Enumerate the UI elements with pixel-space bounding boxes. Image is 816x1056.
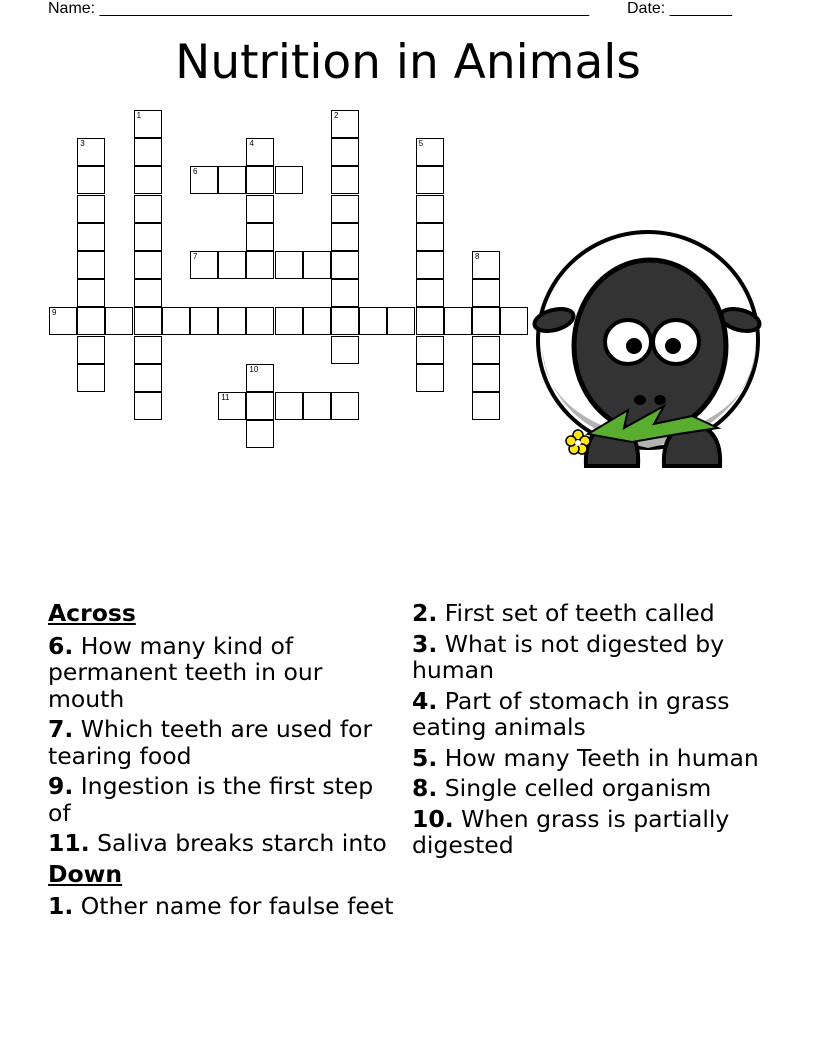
clue-down-4: 4. Part of stomach in grass eating animals: [412, 686, 730, 741]
clue-down-1: 1. Other name for faulse feet: [48, 892, 394, 920]
clue-number: 7: [193, 252, 198, 261]
crossword-cell[interactable]: [359, 307, 387, 335]
crossword-cell[interactable]: [387, 307, 415, 335]
clue-number: 1: [136, 111, 142, 120]
crossword-cell[interactable]: [331, 110, 359, 138]
crossword-cell[interactable]: [246, 364, 274, 392]
crossword-cell[interactable]: [77, 251, 105, 279]
crossword-cell[interactable]: [331, 307, 359, 335]
crossword-cell[interactable]: [416, 138, 444, 166]
crossword-cell[interactable]: [49, 307, 77, 335]
clue-across-6: 6. How many kind of permanent teeth in our mouth: [48, 631, 323, 713]
crossword-cell[interactable]: [472, 251, 500, 279]
crossword-cell[interactable]: [331, 336, 359, 364]
crossword-cell[interactable]: [331, 392, 359, 420]
clue-number: 11: [221, 393, 230, 402]
crossword-cell[interactable]: [190, 166, 218, 194]
crossword-cell[interactable]: [416, 307, 444, 335]
crossword-cell[interactable]: [331, 195, 359, 223]
crossword-cell[interactable]: [246, 166, 274, 194]
crossword-cell[interactable]: [416, 279, 444, 307]
crossword-cell[interactable]: [416, 364, 444, 392]
clue-down-10: 10. When grass is partially digested: [412, 804, 730, 859]
crossword-cell[interactable]: [134, 223, 162, 251]
crossword-cell[interactable]: [218, 251, 246, 279]
crossword-cell[interactable]: [303, 251, 331, 279]
crossword-cell[interactable]: [246, 307, 274, 335]
clue-across-9: 9. Ingestion is the first step of: [48, 772, 374, 827]
clue-number: 8: [475, 252, 480, 261]
crossword-cell[interactable]: [472, 279, 500, 307]
crossword-cell[interactable]: [246, 195, 274, 223]
crossword-cell[interactable]: [331, 138, 359, 166]
crossword-cell[interactable]: [134, 166, 162, 194]
crossword-cell[interactable]: [416, 336, 444, 364]
crossword-cell[interactable]: [331, 251, 359, 279]
clue-number: 5: [418, 139, 424, 149]
clue-across-7: 7. Which teeth are used for tearing food: [48, 715, 373, 770]
crossword-cell[interactable]: [134, 195, 162, 223]
crossword-cell[interactable]: [190, 251, 218, 279]
crossword-cell[interactable]: [303, 307, 331, 335]
crossword-cell[interactable]: [134, 336, 162, 364]
crossword-cell[interactable]: [416, 223, 444, 251]
crossword-cell[interactable]: [134, 110, 162, 138]
crossword-cell[interactable]: [246, 392, 274, 420]
crossword-cell[interactable]: [218, 166, 246, 194]
crossword-cell[interactable]: [275, 166, 303, 194]
crossword-cell[interactable]: [77, 279, 105, 307]
crossword-cell[interactable]: [77, 364, 105, 392]
across-heading: Across: [48, 599, 136, 627]
crossword-cell[interactable]: [134, 138, 162, 166]
clue-number: 3: [80, 139, 85, 149]
crossword-cell[interactable]: [77, 166, 105, 194]
date-line: Date: _______: [627, 0, 732, 17]
crossword-cell[interactable]: [134, 307, 162, 335]
crossword-cell[interactable]: [416, 251, 444, 279]
down-heading: Down: [48, 859, 123, 888]
crossword-cell[interactable]: [77, 138, 105, 166]
crossword-cell[interactable]: [416, 195, 444, 223]
clue-number: 9: [52, 308, 57, 318]
page-title: Nutrition in Animals: [175, 35, 641, 90]
crossword-cell[interactable]: [472, 307, 500, 335]
crossword-cell[interactable]: [218, 307, 246, 335]
clues-right-column: [412, 600, 782, 863]
crossword-cell[interactable]: [77, 195, 105, 223]
crossword-cell[interactable]: [134, 251, 162, 279]
crossword-cell[interactable]: [331, 279, 359, 307]
crossword-cell[interactable]: [77, 223, 105, 251]
clue-down-2: 2. First set of teeth called: [412, 599, 715, 627]
sheep-illustration: [532, 228, 772, 474]
crossword-cell[interactable]: [275, 307, 303, 335]
crossword-cell[interactable]: [246, 138, 274, 166]
clue-across-11: 11. Saliva breaks starch into: [48, 829, 387, 857]
clue-down-3: 3. What is not digested by human: [412, 629, 725, 684]
crossword-cell[interactable]: [77, 307, 105, 335]
clue-number: 2: [334, 111, 339, 120]
crossword-cell[interactable]: [218, 392, 246, 420]
crossword-cell[interactable]: [134, 392, 162, 420]
crossword-cell[interactable]: [105, 307, 133, 335]
crossword-cell[interactable]: [134, 279, 162, 307]
crossword-cell[interactable]: [472, 392, 500, 420]
crossword-cell[interactable]: [77, 336, 105, 364]
crossword-cell[interactable]: [275, 392, 303, 420]
crossword-cell[interactable]: [500, 307, 528, 335]
clues-left-column: [48, 600, 398, 924]
crossword-cell[interactable]: [444, 307, 472, 335]
crossword-cell[interactable]: [162, 307, 190, 335]
clue-number: 4: [249, 139, 254, 149]
clue-down-5: 5. How many Teeth in human: [412, 743, 759, 772]
crossword-cell[interactable]: [275, 251, 303, 279]
crossword-cell[interactable]: [472, 364, 500, 392]
clue-number: 10: [249, 364, 259, 374]
crossword-cell[interactable]: [472, 336, 500, 364]
clue-number: 6: [193, 167, 198, 177]
crossword-cell[interactable]: [190, 307, 218, 335]
crossword-cell[interactable]: [246, 420, 274, 448]
clue-down-8: 8. Single celled organism: [412, 774, 712, 802]
crossword-cell[interactable]: [331, 223, 359, 251]
crossword-cell[interactable]: [134, 364, 162, 392]
crossword-cell[interactable]: [303, 392, 331, 420]
crossword-cell[interactable]: [246, 223, 274, 251]
crossword-cell[interactable]: [416, 166, 444, 194]
crossword-cell[interactable]: [246, 251, 274, 279]
name-line: Name: _______________________________________________________: [48, 0, 589, 17]
crossword-cell[interactable]: [331, 166, 359, 194]
